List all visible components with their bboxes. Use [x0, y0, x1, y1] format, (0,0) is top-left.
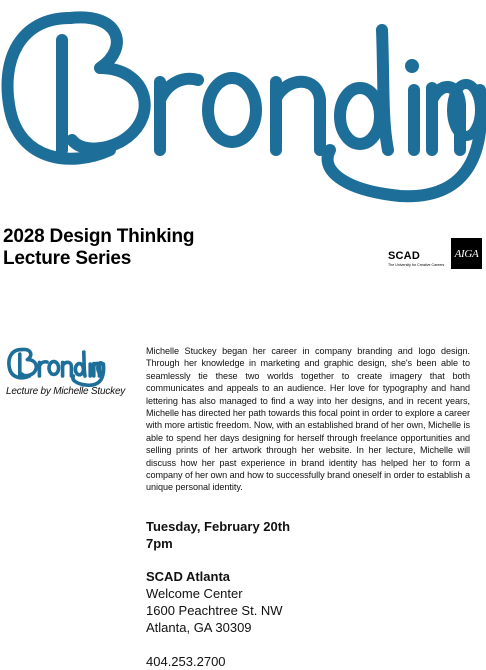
venue-building: Welcome Center [146, 586, 243, 601]
contact-phone: 404.253.2700 [146, 654, 226, 669]
branding-mini-logo [6, 346, 106, 388]
scad-logo: SCAD [388, 250, 420, 262]
lecture-caption: Lecture by Michelle Stuckey [6, 386, 126, 397]
venue-name: SCAD Atlanta [146, 569, 231, 584]
speaker-bio: Michelle Stuckey began her career in company branding and logo design. Through her knowledge in marketing and graphic design, she's been able to seamlessly tie these two worlds together to create imagery that both communicates and appeals to an audience. Her love for typography and hand lettering has also managed to find a way into her designs, and in recent years, Michelle has directed her path towards this focal point in order to explore a career with more artistic freedom. Now, with an established brand of her own, Michelle is able to spend her days designing for herself through freelance opportunities and selling prints of her artwork through her website. In her lecture, Michelle will discuss how her past experience in brand identity has helped her to form a company of her own and how to successfully brand oneself in order to establish a unique personal identity. [146, 346, 470, 493]
aiga-logo: AIGA [451, 238, 482, 269]
venue-street: 1600 Peachtree St. NW [146, 603, 283, 618]
branding-hero-logo [0, 0, 486, 210]
sponsor-logos [388, 238, 482, 270]
series-title-line1: 2028 Design Thinking [3, 226, 195, 247]
scad-tagline: The University for Creative Careers [388, 263, 445, 267]
venue-city: Atlanta, GA 30309 [146, 620, 252, 635]
event-time: 7pm [146, 536, 173, 551]
event-date: Tuesday, February 20th [146, 519, 291, 534]
series-title-line2: Lecture Series [3, 248, 132, 269]
series-title [3, 226, 194, 270]
